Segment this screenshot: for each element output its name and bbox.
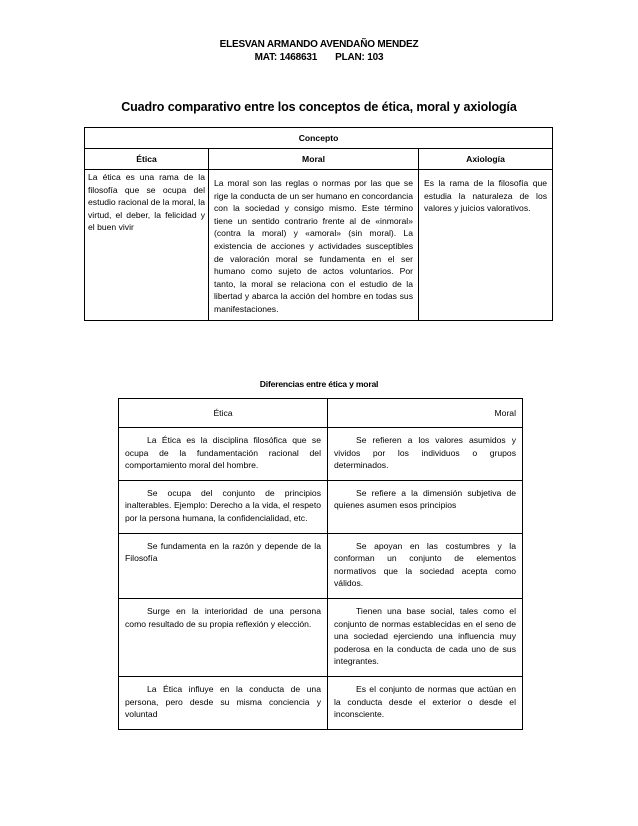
diff-col-header-moral: Moral	[328, 399, 523, 428]
diff-col-header-etica: Ética	[119, 399, 328, 428]
differences-subtitle: Diferencias entre ética y moral	[259, 379, 379, 389]
table-row	[119, 428, 523, 481]
diff-etica-cell: Surge en la interioridad de una persona como resultado de su propia reflexión y elección.	[119, 598, 328, 676]
diff-etica-cell: Se fundamenta en la razón y depende de la Filosofía	[119, 533, 328, 598]
moral-definition-text: La moral son las reglas o normas por las que se rige la conducta de un ser humano en concordancia con la sociedad y consigo mismo. Este término tiene un sentido contrario frente al de «inmoral» (contra la moral) y «amoral» (sin moral). La existencia de acciones y actividades susceptibles de valoración moral se fundamenta en el ser humano como sujeto de actos voluntarios. Por tanto, la moral se relaciona con el estudio de la libertad y abarca la acción del hombre en todas sus manifestaciones.	[214, 178, 413, 314]
table-row	[119, 533, 523, 598]
author-info	[0, 52, 638, 63]
author-name: ELESVAN ARMANDO AVENDAÑO MENDEZ	[219, 39, 419, 50]
diff-etica-cell: La Ética es la disciplina filosófica que se ocupa de la fundamentación racional del comportamiento moral del hombre.	[119, 428, 328, 481]
table-row	[119, 598, 523, 676]
cell-moral-definition	[209, 170, 419, 321]
col-header-moral: Moral	[209, 149, 419, 170]
etica-definition-text: La ética es una rama de la filosofía que se ocupa del estudio racional de la moral, la virtud, el deber, la felicidad y el buen vivir	[88, 172, 205, 233]
col-header-axiologia: Axiología	[419, 149, 553, 170]
table-row	[119, 676, 523, 729]
concept-header: Concepto	[85, 128, 553, 149]
diff-moral-cell: Se refieren a los valores asumidos y vividos por los individuos o grupos determinados.	[328, 428, 523, 481]
differences-table	[118, 398, 523, 730]
diff-moral-cell: Se refiere a la dimensión subjetiva de quienes asumen esos principios	[328, 480, 523, 533]
mat-number: MAT: 1468631	[254, 52, 318, 63]
plan-number: PLAN: 103	[335, 52, 384, 63]
axiologia-definition-text: Es la rama de la filosofía que estudia la naturaleza de los valores y juicios valorativos.	[424, 178, 548, 214]
diff-moral-cell: Se apoyan en las costumbres y la conforman un conjunto de elementos normativos que la sociedad acepta como válidos.	[328, 533, 523, 598]
cell-etica-definition	[85, 170, 209, 321]
diff-etica-cell: La Ética influye en la conducta de una persona, pero desde su misma conciencia y voluntad	[119, 676, 328, 729]
table-row	[119, 480, 523, 533]
document-title: Cuadro comparativo entre los conceptos de ética, moral y axiología	[121, 100, 517, 114]
comparative-table	[84, 127, 553, 321]
cell-axiologia-definition	[419, 170, 553, 321]
diff-moral-cell: Tienen una base social, tales como el conjunto de normas establecidas en el seno de una sociedad ejerciendo una influencia muy poderosa en la conducta de cada uno de sus integrantes.	[328, 598, 523, 676]
diff-etica-cell: Se ocupa del conjunto de principios inalterables. Ejemplo: Derecho a la vida, el respeto por la persona humana, la confidencialidad, etc.	[119, 480, 328, 533]
col-header-etica: Ética	[85, 149, 209, 170]
diff-moral-cell: Es el conjunto de normas que actúan en la conducta desde el exterior o desde el inconsciente.	[328, 676, 523, 729]
